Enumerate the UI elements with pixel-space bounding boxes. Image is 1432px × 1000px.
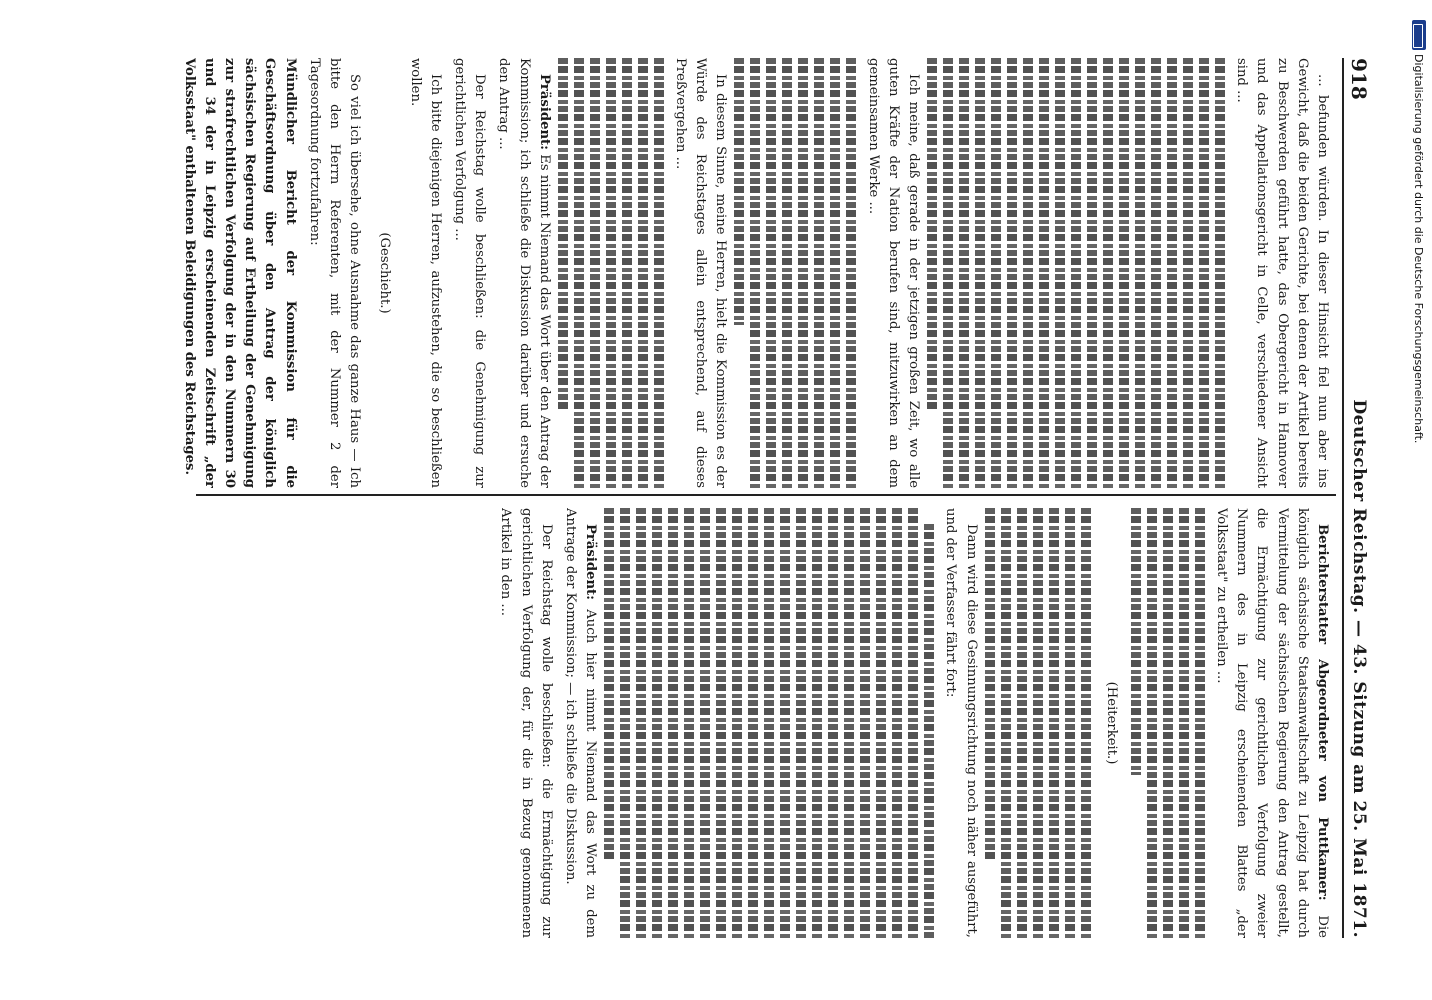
right-column [82, 508, 1332, 938]
illegible-text-block [734, 58, 856, 488]
right-president-paragraph [560, 508, 600, 938]
right-paragraph-4: Der Reichstag wolle beschließen: die Ermächtigung zur gerichtlichen Verfolgung der, für die in Bezug genommenen Artikel in den ... [498, 508, 554, 938]
right-applause: (Heiterkeit.) [1103, 681, 1119, 765]
right-paragraph-1: Die königlich sächsische Staatsanwaltschaft zu Leipzig hat durch Vermittelung der sächsischen Regierung den Antrag gestellt, die Ermächtigung zur gerichtlichen Verfolgung zweier Nummern des in Leipzig erscheinenden Blattes „der Volksstaat" zu ertheilen ... [1213, 508, 1330, 938]
left-president-paragraph [493, 58, 554, 488]
digitization-credit [1412, 20, 1426, 443]
column-divider [196, 494, 1336, 496]
right-speech-paragraph [1211, 508, 1332, 938]
illegible-text-block [558, 58, 664, 488]
left-paragraph-5: Der Reichstag wolle beschließen: die Genehmigung zur gerichtlichen Verfolgung ... [451, 58, 488, 488]
left-column [82, 58, 1332, 488]
illegible-text-block [985, 508, 1091, 938]
speaker-label: Präsident: [536, 74, 552, 151]
left-paragraph-1: ... befunden würden. In dieser Hinsicht fiel nun aber ins Gewicht, daß die beiden Gerichte, bei denen der Artikel bereits zu Beschwerden geführt hatte, das Obergericht in Hannover und das Appellationsgericht in Celle, verschiedener Ansicht sind ... [1234, 58, 1330, 488]
digitization-credit-text: Digitalisierung gefördert durch die Deutsche Forschungsgemeinschaft. [1412, 54, 1426, 444]
right-paragraph-3: Auch hier nimmt Niemand das Wort zu dem Antrage der Kommission; — ich schließe die Diskussion. [562, 508, 599, 938]
left-paragraph-2: Ich meine, daß gerade in der jetzigen großen Zeit, wo alle guten Kräfte der Nation berufen sind, mitzuwirken an dem gemeinsamen Werke ... [865, 58, 921, 488]
illegible-text-block [1131, 508, 1205, 938]
left-paragraph-6: Ich bitte diejenigen Herren, aufzustehen, die so beschließen wollen. [407, 58, 443, 488]
left-paragraph-7: So viel ich übersehe, ohne Ausnahme das ganze Haus — Ich bitte den Herrn Referenten, mit der Nummer 2 der Tagesordnung fortzufahren: [306, 58, 363, 488]
page-header [1342, 58, 1374, 938]
left-applause: (Geschieht.) [377, 232, 393, 314]
speaker-label: Präsident: [583, 524, 599, 601]
right-paragraph-2: Dann wird diese Gesinnungsrichtung noch näher ausgeführt, und der Verfasser fährt fort: [943, 508, 979, 938]
agenda-item-heading: Mündlicher Bericht der Kommission für die Geschäftsordnung über den Antrag der königlich sächsischen Regierung auf Ertheilung der Genehmigung zur strafrechtlichen Verfolgung der in den Nummern 30 und 34 der in Leipzig erscheinenden Zeitschrift „der Volksstaat" enthaltenen Beleidigungen des Reichstages. [181, 58, 298, 488]
running-title: Deutscher Reichstag. — 43. Sitzung am 25. Mai 1871. [1349, 399, 1369, 938]
page-number: 918 [1347, 58, 1371, 100]
illegible-text-block [604, 508, 934, 938]
left-paragraph-3: In diesem Sinne, meine Herren, hielt die Kommission es der Würde des Reichstages allein entsprechend, auf dieses Preßvergehen ... [672, 58, 729, 488]
left-paragraph-4: Es nimmt Niemand das Wort über den Antrag der Kommission; ich schließe die Diskussion darüber und ersuche den Antrag ... [496, 58, 552, 488]
speaker-label: Berichterstatter Abgeordneter von Puttkamer: [1315, 524, 1330, 901]
dfg-logo [1412, 20, 1426, 50]
illegible-text-block [927, 58, 1225, 488]
